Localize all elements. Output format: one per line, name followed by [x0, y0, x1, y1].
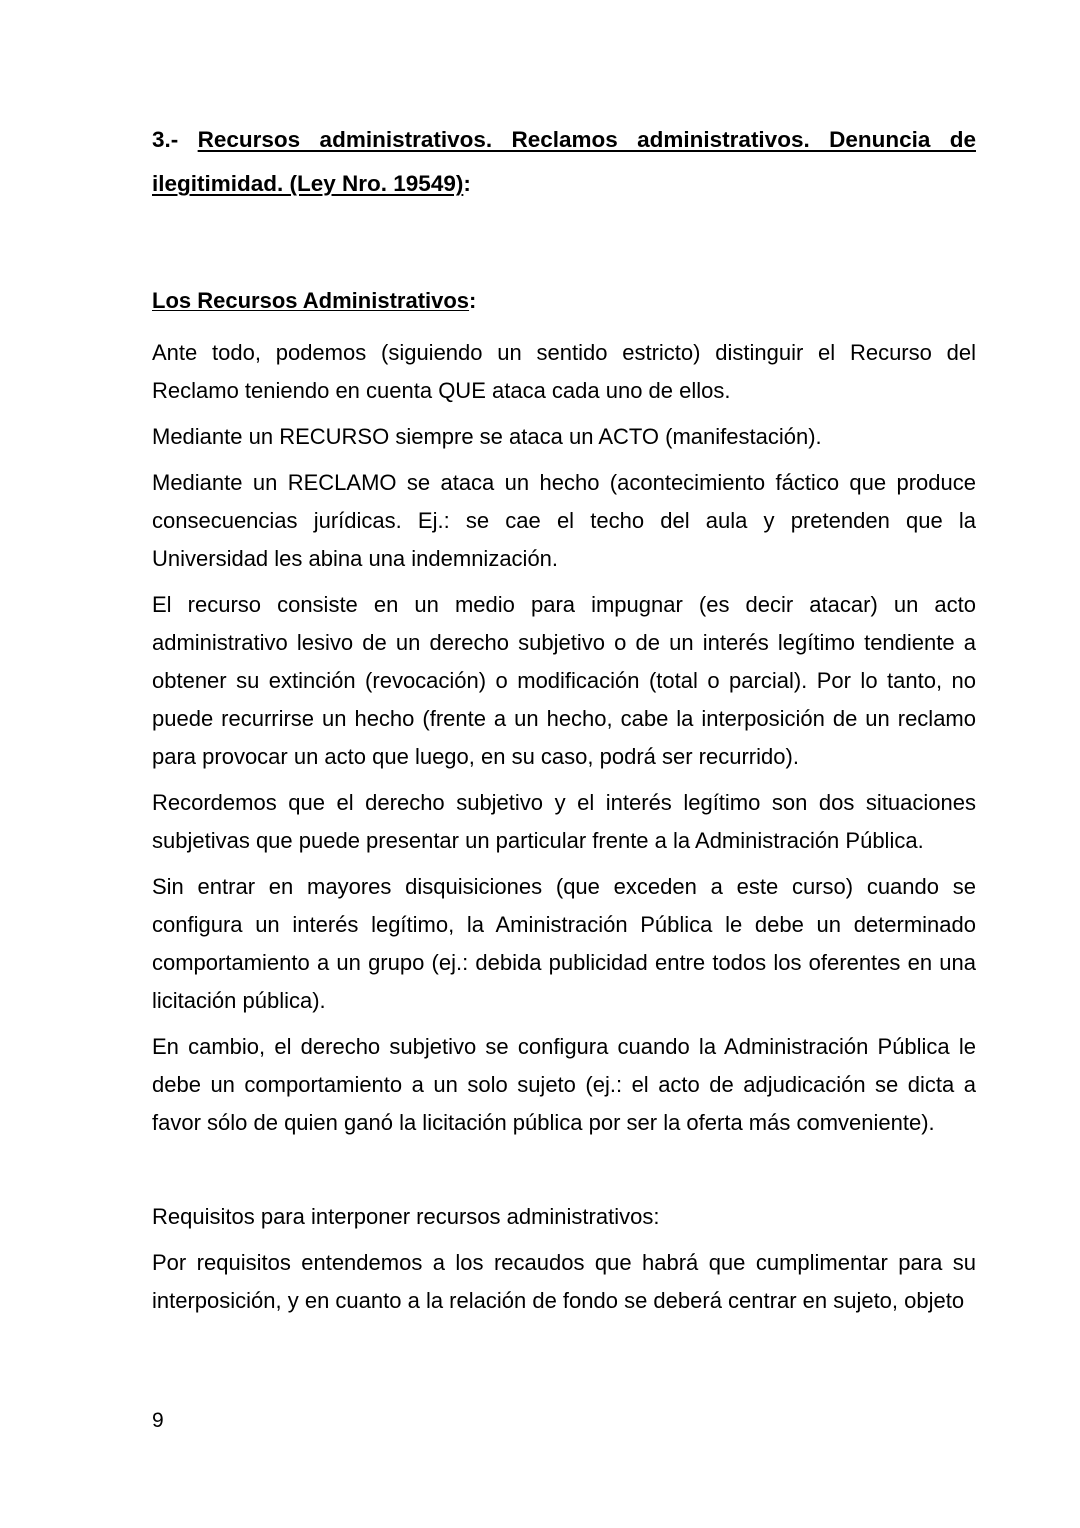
paragraph-9: Por requisitos entendemos a los recaudos que habrá que cumplimentar para su interposición, y en cuanto a la relación de fondo se deberá centrar en sujeto, objeto — [152, 1250, 976, 1313]
paragraph-6: Sin entrar en mayores disquisiciones (que exceden a este curso) cuando se configura un interés legítimo, la Aministración Pública le debe un determinado comportamiento a un grupo (ej.: debida publicidad entre todos los oferentes en una licitación pública). — [152, 874, 976, 1013]
spacer-3 — [152, 578, 976, 586]
spacer-after-title — [152, 206, 976, 282]
spacer-6 — [152, 1020, 976, 1028]
spacer-4 — [152, 776, 976, 784]
paragraph-5: Recordemos que el derecho subjetivo y el interés legítimo son dos situaciones subjetivas que puede presentar un particular frente a la Administración Pública. — [152, 790, 976, 853]
paragraph-7: En cambio, el derecho subjetivo se configura cuando la Administración Pública le debe un comportamiento a un solo sujeto (ej.: el acto de adjudicación se dicta a favor sólo de quien ganó la licitación pública por ser la oferta más comveniente). — [152, 1034, 976, 1135]
spacer-after-subtitle — [152, 320, 976, 334]
subheading-trailing-colon: : — [469, 288, 477, 313]
heading-number: 3.- — [152, 127, 179, 152]
paragraph-3: Mediante un RECLAMO se ataca un hecho (acontecimiento fáctico que produce consecuencias jurídicas. Ej.: se cae el techo del aula y pretenden que la Universidad les abina una indemnización. — [152, 470, 976, 571]
spacer-2 — [152, 456, 976, 464]
paragraph-8: Requisitos para interponer recursos administrativos: — [152, 1204, 660, 1229]
subheading-underlined-text: Los Recursos Administrativos — [152, 288, 470, 313]
spacer-8 — [152, 1236, 976, 1244]
spacer-5 — [152, 860, 976, 868]
section-subtitle — [152, 282, 976, 320]
heading-trailing-colon: : — [463, 171, 471, 196]
spacer-1 — [152, 410, 976, 418]
paragraph-1: Ante todo, podemos (siguiendo un sentido estricto) distinguir el Recurso del Reclamo teniendo en cuenta QUE ataca cada uno de ellos. — [152, 340, 976, 403]
document-body — [152, 118, 976, 1320]
page-number: 9 — [152, 1409, 164, 1432]
spacer-7 — [152, 1142, 976, 1198]
heading-underlined-text: Recursos administrativos. Reclamos administrativos. Denuncia de ilegitimidad. (Ley Nro. 19549) — [152, 127, 976, 196]
paragraph-2: Mediante un RECURSO siempre se ataca un ACTO (manifestación). — [152, 424, 822, 449]
paragraph-4: El recurso consiste en un medio para impugnar (es decir atacar) un acto administrativo lesivo de un derecho subjetivo o de un interés legítimo tendiente a obtener su extinción (revocación) o modificación (total o parcial). Por lo tanto, no puede recurrirse un hecho (frente a un hecho, cabe la interposición de un reclamo para provocar un acto que luego, en su caso, podrá ser recurrido). — [152, 592, 976, 769]
page-title — [152, 118, 976, 206]
